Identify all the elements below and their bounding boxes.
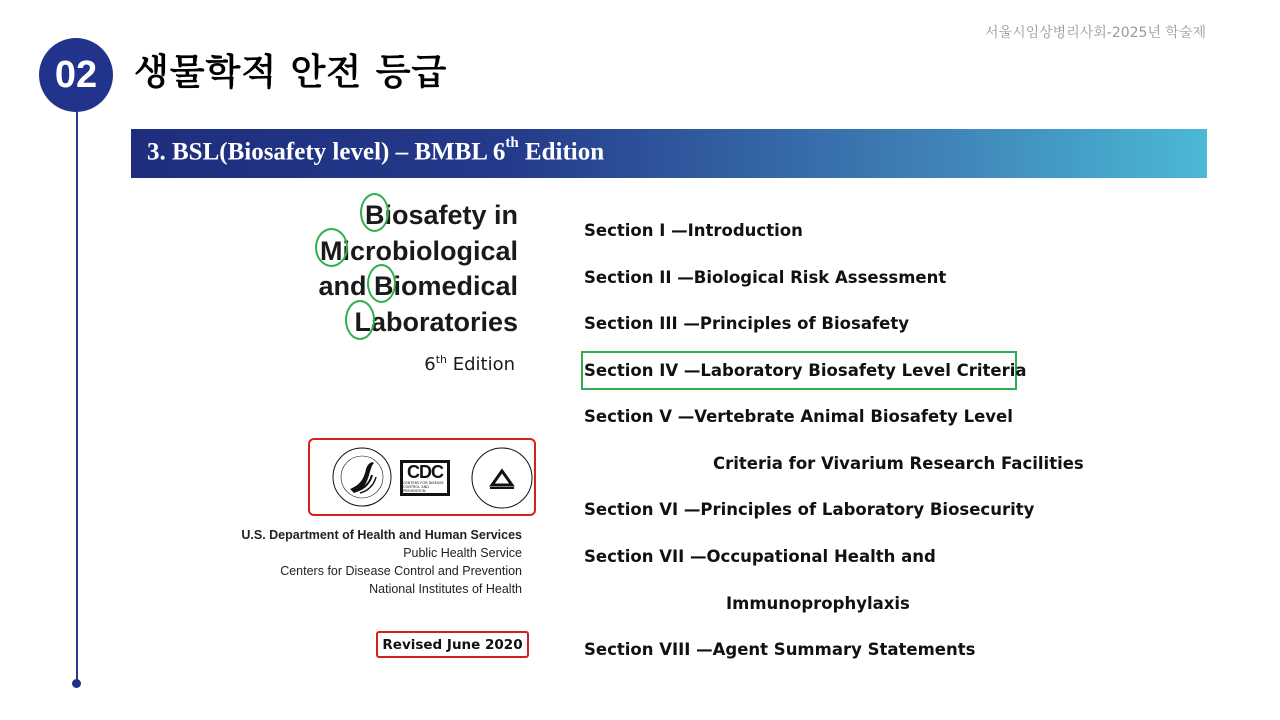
section-item-continuation: Immunoprophylaxis bbox=[726, 594, 910, 613]
cover-title-line: Biosafety in bbox=[364, 200, 518, 230]
initial-highlight-m bbox=[315, 228, 348, 267]
section-item: Section III —Principles of Biosafety bbox=[584, 314, 909, 333]
edition-sup: th bbox=[435, 353, 447, 366]
section-item-highlighted: Section IV —Laboratory Biosafety Level Criteria bbox=[584, 361, 1027, 380]
initial-highlight-b2 bbox=[367, 264, 396, 303]
section-number-badge: 02 bbox=[39, 38, 113, 112]
initial-highlight-l bbox=[345, 300, 375, 340]
cover-title-line: and Biomedical bbox=[318, 271, 518, 301]
banner-text-main: 3. BSL(Biosafety level) – BMBL 6 bbox=[147, 138, 506, 166]
cdc-logo-icon bbox=[400, 460, 450, 496]
section-item: Section I —Introduction bbox=[584, 221, 803, 240]
timeline-line bbox=[76, 100, 78, 684]
timeline-dot bbox=[72, 679, 81, 688]
banner-text bbox=[147, 135, 605, 166]
agency-logos bbox=[308, 438, 536, 516]
revised-date-label: Revised June 2020 bbox=[376, 631, 529, 658]
hhs-seal-icon bbox=[330, 445, 394, 509]
agency-line: National Institutes of Health bbox=[369, 582, 522, 596]
section-item-continuation: Criteria for Vivarium Research Facilities bbox=[713, 454, 1084, 473]
agency-line: Public Health Service bbox=[403, 546, 522, 560]
initial-highlight-b1 bbox=[360, 193, 389, 232]
section-item: Section V —Vertebrate Animal Biosafety Level bbox=[584, 407, 1013, 426]
section-item: Section II —Biological Risk Assessment bbox=[584, 268, 947, 287]
section-item: Section VII —Occupational Health and bbox=[584, 547, 936, 566]
agency-line: Centers for Disease Control and Prevention bbox=[280, 564, 522, 578]
cover-title-line: Laboratories bbox=[354, 306, 518, 337]
edition-number: 6 bbox=[424, 354, 436, 375]
edition-label bbox=[424, 353, 515, 375]
agency-list bbox=[241, 526, 522, 598]
banner-text-end: Edition bbox=[518, 138, 605, 166]
section-item: Section VI —Principles of Laboratory Biosecurity bbox=[584, 500, 1035, 519]
page-title: 생물학적 안전 등급 bbox=[134, 52, 448, 93]
cover-title-line: Microbiological bbox=[319, 235, 518, 266]
section-item: Section VIII —Agent Summary Statements bbox=[584, 640, 976, 659]
edition-word: Edition bbox=[446, 354, 515, 375]
banner-text-sup: th bbox=[505, 135, 519, 151]
organization-label: 서울시임상병리사회-2025년 학술제 bbox=[985, 25, 1206, 41]
agency-line: U.S. Department of Health and Human Services bbox=[241, 528, 522, 542]
cdc-logo-subtext: CENTERS FOR DISEASE CONTROL AND PREVENTION bbox=[403, 481, 444, 493]
nih-seal-icon bbox=[470, 445, 534, 511]
subtitle-banner bbox=[131, 129, 1207, 178]
cdc-logo-text: CDC bbox=[407, 462, 443, 482]
